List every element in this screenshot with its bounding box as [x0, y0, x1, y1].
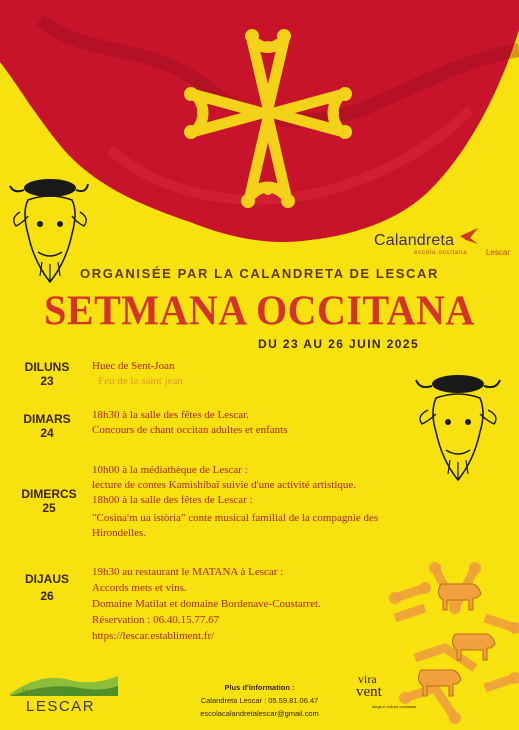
day-name: DIJAUS: [24, 572, 69, 586]
entry-line: Hirondelles.: [92, 527, 147, 539]
viravent-logo: [356, 664, 436, 720]
day-label: [14, 487, 84, 515]
program-entry: [92, 408, 288, 438]
cow-with-beret-icon: [410, 368, 506, 486]
entry-line: 18h30 à la salle des fêtes de Lescar.: [92, 409, 249, 421]
lescar-wordmark: LESCAR: [26, 698, 96, 715]
day-name: DILUNS: [24, 360, 70, 374]
calandreta-town: Lescar: [486, 248, 511, 257]
day-label: [16, 572, 78, 603]
viravent-tagline: lenga e cultura occitanas: [372, 704, 417, 709]
entry-line: "Cosina'm ua istòria" conte musical familial de la compagnie des: [92, 512, 379, 524]
info-title: Plus d'information :: [224, 683, 295, 692]
day-number: 25: [42, 501, 56, 515]
day-label: [16, 360, 78, 388]
website-link[interactable]: https://lescar.establiment.fr/: [92, 630, 215, 642]
program-entry: [92, 359, 183, 389]
calandreta-logo: [374, 226, 510, 256]
entry-line: Accords mets et vins.: [92, 582, 187, 594]
contact-phone: Calandreta Lescar : 05.59.81.06.47: [200, 696, 319, 705]
bird-icon: [458, 226, 480, 246]
event-dates: DU 23 AU 26 JUIN 2025: [258, 337, 420, 351]
contact-info: [0, 681, 519, 720]
day-name: DIMARS: [23, 412, 71, 426]
calandreta-subtitle: escòla occitana: [414, 250, 468, 256]
day-label: [16, 412, 78, 440]
viravent-bottom: vent: [356, 684, 382, 700]
day-number: 23: [40, 374, 54, 388]
entry-line: Feu de la saint jean: [98, 375, 183, 387]
viravent-top: vira: [358, 672, 377, 686]
entry-line: Concours de chant occitan adultes et enfants: [92, 424, 288, 436]
program-entry: [92, 463, 378, 541]
entry-line: Domaine Matilat et domaine Bordenave-Coustarret.: [92, 598, 321, 610]
day-number: 26: [40, 589, 54, 603]
page-title: SETMANA OCCITANA: [44, 286, 475, 335]
entry-line: Réservation : 06.40.15.77.67: [92, 614, 220, 626]
contact-email[interactable]: escolacalandretalescar@gmail.com: [200, 709, 319, 718]
entry-line: 19h30 au restaurant le MATANA à Lescar :: [92, 566, 284, 578]
day-name: DIMERCS: [21, 487, 77, 501]
program-entry: [92, 564, 321, 644]
organised-by: ORGANISÉE PAR LA CALANDRETA DE LESCAR: [80, 266, 439, 281]
entry-line: lecture de contes Kamishibaï suivie d'une activité artistique.: [92, 479, 357, 491]
calandreta-name: Calandreta: [374, 232, 455, 249]
entry-line: 10h00 à la médiathèque de Lescar :: [92, 464, 248, 476]
day-number: 24: [40, 426, 54, 440]
entry-line: 18h00 à la salle des fêtes de Lescar :: [92, 494, 253, 506]
entry-line: Huec de Sent-Joan: [92, 360, 175, 372]
lescar-tagline: Ma ville Lescar: [22, 689, 63, 695]
